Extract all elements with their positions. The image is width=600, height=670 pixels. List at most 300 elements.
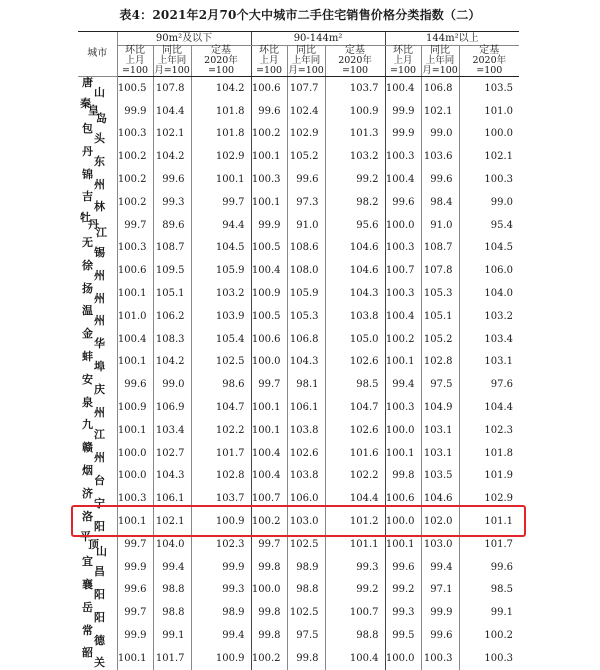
- index-value: 104.3: [287, 351, 325, 374]
- group-header-medium: 90-144m²: [251, 32, 385, 46]
- table-row: [78, 487, 519, 510]
- index-value: 101.6: [325, 442, 385, 465]
- base-label-mom: 上月=100: [117, 56, 153, 77]
- table-row: [78, 282, 519, 305]
- index-value: 99.3: [325, 556, 385, 579]
- index-value: 104.6: [325, 259, 385, 282]
- index-value: 104.3: [153, 465, 191, 488]
- city-name: 秦 皇 岛: [80, 96, 107, 125]
- index-value: 100.6: [251, 328, 287, 351]
- index-value: 107.8: [421, 259, 459, 282]
- base-label-yoy: 上年同月=100: [422, 55, 458, 76]
- index-value: 100.4: [325, 647, 385, 670]
- city-name: 岳 阳: [82, 600, 105, 624]
- sub-header-yoy: 同比: [153, 46, 191, 57]
- city-name: 洛 阳: [82, 509, 105, 533]
- table-row: [78, 556, 519, 579]
- index-value: 104.5: [191, 237, 251, 260]
- index-value: 98.4: [421, 191, 459, 214]
- index-value: 108.3: [153, 328, 191, 351]
- index-value: 100.1: [117, 419, 153, 442]
- table-row: [78, 259, 519, 282]
- table-row: [78, 100, 519, 123]
- index-value: 91.0: [421, 214, 459, 237]
- table-row: [78, 351, 519, 374]
- index-value: 104.2: [191, 77, 251, 100]
- index-value: 106.0: [459, 259, 519, 282]
- table-row: [78, 191, 519, 214]
- index-value: 102.6: [325, 351, 385, 374]
- index-value: 100.1: [385, 351, 421, 374]
- index-value: 99.5: [385, 624, 421, 647]
- index-value: 100.1: [191, 168, 251, 191]
- index-value: 101.8: [191, 100, 251, 123]
- index-value: 100.4: [117, 328, 153, 351]
- index-value: 101.0: [459, 100, 519, 123]
- city-name: 包 头: [82, 121, 105, 145]
- table-row: [78, 442, 519, 465]
- city-name: 安 庆: [82, 372, 105, 396]
- index-value: 100.0: [117, 442, 153, 465]
- index-value: 100.1: [251, 396, 287, 419]
- index-value: 100.7: [251, 487, 287, 510]
- index-value: 103.1: [421, 442, 459, 465]
- index-value: 100.3: [117, 123, 153, 146]
- index-value: 100.3: [385, 145, 421, 168]
- table-row: [78, 647, 519, 670]
- index-value: 99.6: [459, 556, 519, 579]
- index-value: 105.0: [325, 328, 385, 351]
- index-value: 99.4: [421, 556, 459, 579]
- index-value: 100.3: [385, 396, 421, 419]
- table-row: [78, 123, 519, 146]
- index-value: 101.9: [459, 465, 519, 488]
- index-value: 102.8: [191, 465, 251, 488]
- index-value: 100.7: [385, 259, 421, 282]
- index-value: 106.2: [153, 305, 191, 328]
- index-value: 102.3: [191, 533, 251, 556]
- index-value: 99.6: [385, 191, 421, 214]
- index-value: 98.9: [287, 556, 325, 579]
- base-label-2020: 2020年=100: [325, 56, 385, 77]
- city-name: 扬 州: [82, 281, 105, 305]
- table-row: [78, 237, 519, 260]
- index-value: 99.3: [385, 601, 421, 624]
- index-value: 100.3: [459, 647, 519, 670]
- index-value: 99.9: [251, 214, 287, 237]
- city-name: 烟 台: [82, 463, 105, 487]
- index-value: 91.0: [287, 214, 325, 237]
- sub-header-mom: 环比: [117, 46, 153, 57]
- index-value: 100.9: [191, 647, 251, 670]
- index-value: 99.8: [251, 556, 287, 579]
- city-name: 吉 林: [82, 190, 105, 214]
- index-value: 100.0: [251, 579, 287, 602]
- base-label-yoy: 上年同月=100: [288, 55, 324, 76]
- index-value: 102.3: [459, 419, 519, 442]
- index-value: 99.6: [251, 100, 287, 123]
- table-row: [78, 305, 519, 328]
- table-row: [78, 373, 519, 396]
- city-name: 泉 州: [82, 395, 105, 419]
- index-value: 100.5: [117, 77, 153, 100]
- index-value: 105.9: [287, 282, 325, 305]
- index-value: 106.8: [421, 77, 459, 100]
- index-value: 99.6: [287, 168, 325, 191]
- index-value: 100.1: [117, 510, 153, 533]
- index-value: 95.4: [459, 214, 519, 237]
- table-row: [78, 510, 519, 533]
- index-value: 102.8: [421, 351, 459, 374]
- index-value: 100.1: [251, 145, 287, 168]
- index-value: 100.2: [117, 145, 153, 168]
- index-value: 104.3: [325, 282, 385, 305]
- index-value: 100.3: [117, 237, 153, 260]
- index-value: 100.4: [385, 305, 421, 328]
- index-value: 103.6: [421, 145, 459, 168]
- index-value: 103.0: [421, 533, 459, 556]
- index-value: 100.2: [117, 168, 153, 191]
- index-value: 103.5: [459, 77, 519, 100]
- table-row: [78, 145, 519, 168]
- index-value: 103.2: [191, 282, 251, 305]
- index-value: 98.8: [153, 601, 191, 624]
- index-value: 97.5: [287, 624, 325, 647]
- index-value: 102.1: [459, 145, 519, 168]
- index-value: 101.7: [153, 647, 191, 670]
- index-value: 100.6: [117, 259, 153, 282]
- index-value: 104.7: [191, 396, 251, 419]
- index-value: 100.7: [325, 601, 385, 624]
- index-value: 97.6: [459, 373, 519, 396]
- index-value: 99.8: [251, 624, 287, 647]
- index-value: 100.2: [385, 328, 421, 351]
- index-value: 106.1: [153, 487, 191, 510]
- index-value: 109.5: [153, 259, 191, 282]
- index-value: 97.3: [287, 191, 325, 214]
- index-value: 99.8: [385, 465, 421, 488]
- index-value: 98.5: [459, 579, 519, 602]
- index-value: 100.4: [385, 77, 421, 100]
- index-value: 100.9: [325, 100, 385, 123]
- index-value: 101.8: [191, 123, 251, 146]
- table-row: [78, 396, 519, 419]
- index-value: 100.2: [251, 123, 287, 146]
- index-value: 102.9: [191, 145, 251, 168]
- index-value: 98.2: [325, 191, 385, 214]
- index-value: 101.0: [117, 305, 153, 328]
- index-value: 100.1: [117, 647, 153, 670]
- index-value: 102.5: [191, 351, 251, 374]
- index-value: 99.7: [117, 601, 153, 624]
- index-value: 100.9: [251, 282, 287, 305]
- index-value: 99.4: [385, 373, 421, 396]
- index-value: 100.1: [117, 351, 153, 374]
- index-value: 98.5: [325, 373, 385, 396]
- city-name: 平 顶 山: [80, 530, 107, 559]
- index-value: 100.0: [385, 647, 421, 670]
- index-value: 100.0: [251, 351, 287, 374]
- index-value: 101.2: [325, 510, 385, 533]
- base-label-mom: 上月=100: [385, 56, 421, 77]
- index-value: 100.0: [385, 419, 421, 442]
- index-value: 106.0: [287, 487, 325, 510]
- table-row: [78, 533, 519, 556]
- index-value: 100.1: [385, 533, 421, 556]
- index-value: 99.7: [251, 373, 287, 396]
- index-value: 99.9: [191, 556, 251, 579]
- index-value: 100.3: [459, 168, 519, 191]
- index-value: 99.2: [325, 168, 385, 191]
- index-value: 99.0: [421, 123, 459, 146]
- table-row: [78, 601, 519, 624]
- index-value: 99.4: [191, 624, 251, 647]
- index-value: 100.3: [385, 237, 421, 260]
- city-name: 常 德: [82, 623, 105, 647]
- index-value: 97.1: [421, 579, 459, 602]
- index-value: 104.0: [153, 533, 191, 556]
- base-label-yoy: 上年同月=100: [154, 55, 190, 76]
- index-value: 100.1: [117, 282, 153, 305]
- table-row: [78, 328, 519, 351]
- index-value: 99.1: [153, 624, 191, 647]
- sub-header-yoy: 同比: [421, 46, 459, 57]
- index-value: 103.7: [191, 487, 251, 510]
- index-value: 98.6: [191, 373, 251, 396]
- index-value: 100.4: [251, 259, 287, 282]
- index-value: 100.3: [421, 647, 459, 670]
- index-value: 103.5: [421, 465, 459, 488]
- index-value: 105.1: [153, 282, 191, 305]
- index-value: 103.7: [325, 77, 385, 100]
- table-row: [78, 419, 519, 442]
- index-value: 99.8: [251, 601, 287, 624]
- table-row: [78, 624, 519, 647]
- sub-header-base: 定基: [325, 46, 385, 57]
- index-value: 100.1: [251, 419, 287, 442]
- index-value: 102.1: [421, 100, 459, 123]
- index-value: 98.9: [191, 601, 251, 624]
- index-value: 103.8: [287, 465, 325, 488]
- index-value: 99.0: [153, 373, 191, 396]
- city-column-header: 城市: [78, 32, 117, 77]
- city-name: 宜 昌: [82, 555, 105, 579]
- index-value: 99.9: [385, 123, 421, 146]
- index-value: 104.4: [325, 487, 385, 510]
- city-name: 无 锡: [82, 235, 105, 259]
- base-label-2020: 2020年=100: [459, 56, 519, 77]
- index-value: 94.4: [191, 214, 251, 237]
- index-value: 101.7: [459, 533, 519, 556]
- index-value: 103.8: [287, 419, 325, 442]
- index-value: 100.3: [117, 487, 153, 510]
- index-value: 103.9: [191, 305, 251, 328]
- sub-header-mom: 环比: [251, 46, 287, 57]
- index-value: 100.9: [191, 510, 251, 533]
- index-value: 108.6: [287, 237, 325, 260]
- index-value: 99.9: [117, 100, 153, 123]
- index-value: 100.1: [251, 191, 287, 214]
- index-value: 101.1: [459, 510, 519, 533]
- index-value: 106.9: [153, 396, 191, 419]
- index-value: 106.8: [287, 328, 325, 351]
- index-value: 100.2: [117, 191, 153, 214]
- index-value: 99.8: [287, 647, 325, 670]
- index-value: 102.5: [287, 533, 325, 556]
- index-value: 103.1: [421, 419, 459, 442]
- index-value: 98.8: [287, 579, 325, 602]
- city-name: 锦 州: [82, 167, 105, 191]
- table-title: 表4：2021年2月70个大中城市二手住宅销售价格分类指数（二）: [119, 8, 481, 22]
- index-value: 103.0: [287, 510, 325, 533]
- index-value: 103.8: [325, 305, 385, 328]
- index-value: 102.1: [153, 123, 191, 146]
- table-row: [78, 579, 519, 602]
- index-value: 108.7: [153, 237, 191, 260]
- index-value: 100.9: [117, 396, 153, 419]
- index-value: 97.5: [421, 373, 459, 396]
- index-value: 100.6: [385, 487, 421, 510]
- city-name: 温 州: [82, 304, 105, 328]
- index-value: 105.4: [191, 328, 251, 351]
- index-value: 102.1: [153, 510, 191, 533]
- index-value: 99.6: [385, 556, 421, 579]
- index-value: 105.3: [287, 305, 325, 328]
- index-value: 100.0: [385, 510, 421, 533]
- index-value: 100.5: [251, 305, 287, 328]
- index-value: 101.8: [459, 442, 519, 465]
- index-value: 99.9: [385, 100, 421, 123]
- sub-header-base: 定基: [459, 46, 519, 57]
- index-value: 99.7: [117, 533, 153, 556]
- index-value: 100.0: [385, 214, 421, 237]
- index-value: 100.1: [385, 442, 421, 465]
- index-value: 99.7: [191, 191, 251, 214]
- index-value: 99.4: [153, 556, 191, 579]
- index-value: 108.0: [287, 259, 325, 282]
- index-value: 100.4: [385, 168, 421, 191]
- index-value: 105.2: [421, 328, 459, 351]
- index-value: 104.4: [153, 100, 191, 123]
- index-value: 100.4: [251, 465, 287, 488]
- base-label-mom: 上月=100: [251, 56, 287, 77]
- index-value: 105.3: [421, 282, 459, 305]
- index-value: 107.7: [287, 77, 325, 100]
- index-value: 99.3: [153, 191, 191, 214]
- index-value: 108.7: [421, 237, 459, 260]
- index-value: 99.9: [421, 601, 459, 624]
- index-value: 105.9: [191, 259, 251, 282]
- table-row: [78, 77, 519, 100]
- index-value: 99.3: [191, 579, 251, 602]
- table-row: [78, 465, 519, 488]
- city-name: 徐 州: [82, 258, 105, 282]
- index-value: 98.8: [153, 579, 191, 602]
- group-header-small: 90m²及以下: [117, 32, 251, 46]
- table-row: [78, 168, 519, 191]
- index-value: 102.7: [153, 442, 191, 465]
- city-name: 济 宁: [82, 486, 105, 510]
- index-value: 102.0: [421, 510, 459, 533]
- index-value: 98.8: [325, 624, 385, 647]
- index-value: 99.9: [117, 624, 153, 647]
- sub-header-mom: 环比: [385, 46, 421, 57]
- index-value: 100.0: [117, 465, 153, 488]
- index-value: 103.2: [459, 305, 519, 328]
- index-value: 99.6: [153, 168, 191, 191]
- index-value: 103.4: [459, 328, 519, 351]
- index-value: 103.2: [325, 145, 385, 168]
- index-value: 99.1: [459, 601, 519, 624]
- table-body: [78, 77, 519, 670]
- city-name: 蚌 埠: [82, 349, 105, 373]
- index-value: 104.6: [421, 487, 459, 510]
- index-value: 99.7: [251, 533, 287, 556]
- index-value: 104.9: [421, 396, 459, 419]
- city-name: 襄 阳: [82, 577, 105, 601]
- index-value: 102.6: [325, 419, 385, 442]
- index-value: 104.7: [325, 396, 385, 419]
- index-value: 100.2: [251, 510, 287, 533]
- group-header-large: 144m²以上: [385, 32, 519, 46]
- index-value: 104.2: [153, 145, 191, 168]
- index-value: 99.6: [421, 168, 459, 191]
- table-row: [78, 214, 519, 237]
- index-value: 99.6: [421, 624, 459, 647]
- index-value: 102.9: [459, 487, 519, 510]
- city-name: 丹 东: [82, 144, 105, 168]
- index-value: 99.6: [117, 373, 153, 396]
- index-value: 107.8: [153, 77, 191, 100]
- index-value: 104.6: [325, 237, 385, 260]
- index-value: 100.4: [251, 442, 287, 465]
- city-name: 赣 州: [82, 441, 105, 465]
- index-value: 101.7: [191, 442, 251, 465]
- city-name: 九 江: [82, 418, 105, 442]
- index-value: 100.5: [251, 237, 287, 260]
- city-name: 牡 丹 江: [80, 210, 107, 239]
- index-value: 104.5: [459, 237, 519, 260]
- city-name: 唐 山: [82, 76, 105, 100]
- city-name: 金 华: [82, 327, 105, 351]
- index-value: 104.0: [459, 282, 519, 305]
- index-value: 102.2: [325, 465, 385, 488]
- index-value: 101.1: [325, 533, 385, 556]
- index-value: 104.4: [459, 396, 519, 419]
- index-value: 99.0: [459, 191, 519, 214]
- index-value: 103.1: [459, 351, 519, 374]
- index-value: 102.5: [287, 601, 325, 624]
- index-value: 98.1: [287, 373, 325, 396]
- index-value: 100.3: [251, 168, 287, 191]
- index-value: 100.0: [459, 123, 519, 146]
- index-value: 99.7: [117, 214, 153, 237]
- index-value: 101.3: [325, 123, 385, 146]
- index-value: 102.2: [191, 419, 251, 442]
- index-value: 100.6: [251, 77, 287, 100]
- index-value: 95.6: [325, 214, 385, 237]
- index-value: 106.1: [287, 396, 325, 419]
- index-value: 102.9: [287, 123, 325, 146]
- index-value: 105.1: [421, 305, 459, 328]
- index-value: 100.3: [385, 282, 421, 305]
- index-value: 102.4: [287, 100, 325, 123]
- index-value: 103.4: [153, 419, 191, 442]
- index-value: 104.2: [153, 351, 191, 374]
- index-value: 105.2: [287, 145, 325, 168]
- city-name: 韶 关: [82, 646, 105, 670]
- sub-header-base: 定基: [191, 46, 251, 57]
